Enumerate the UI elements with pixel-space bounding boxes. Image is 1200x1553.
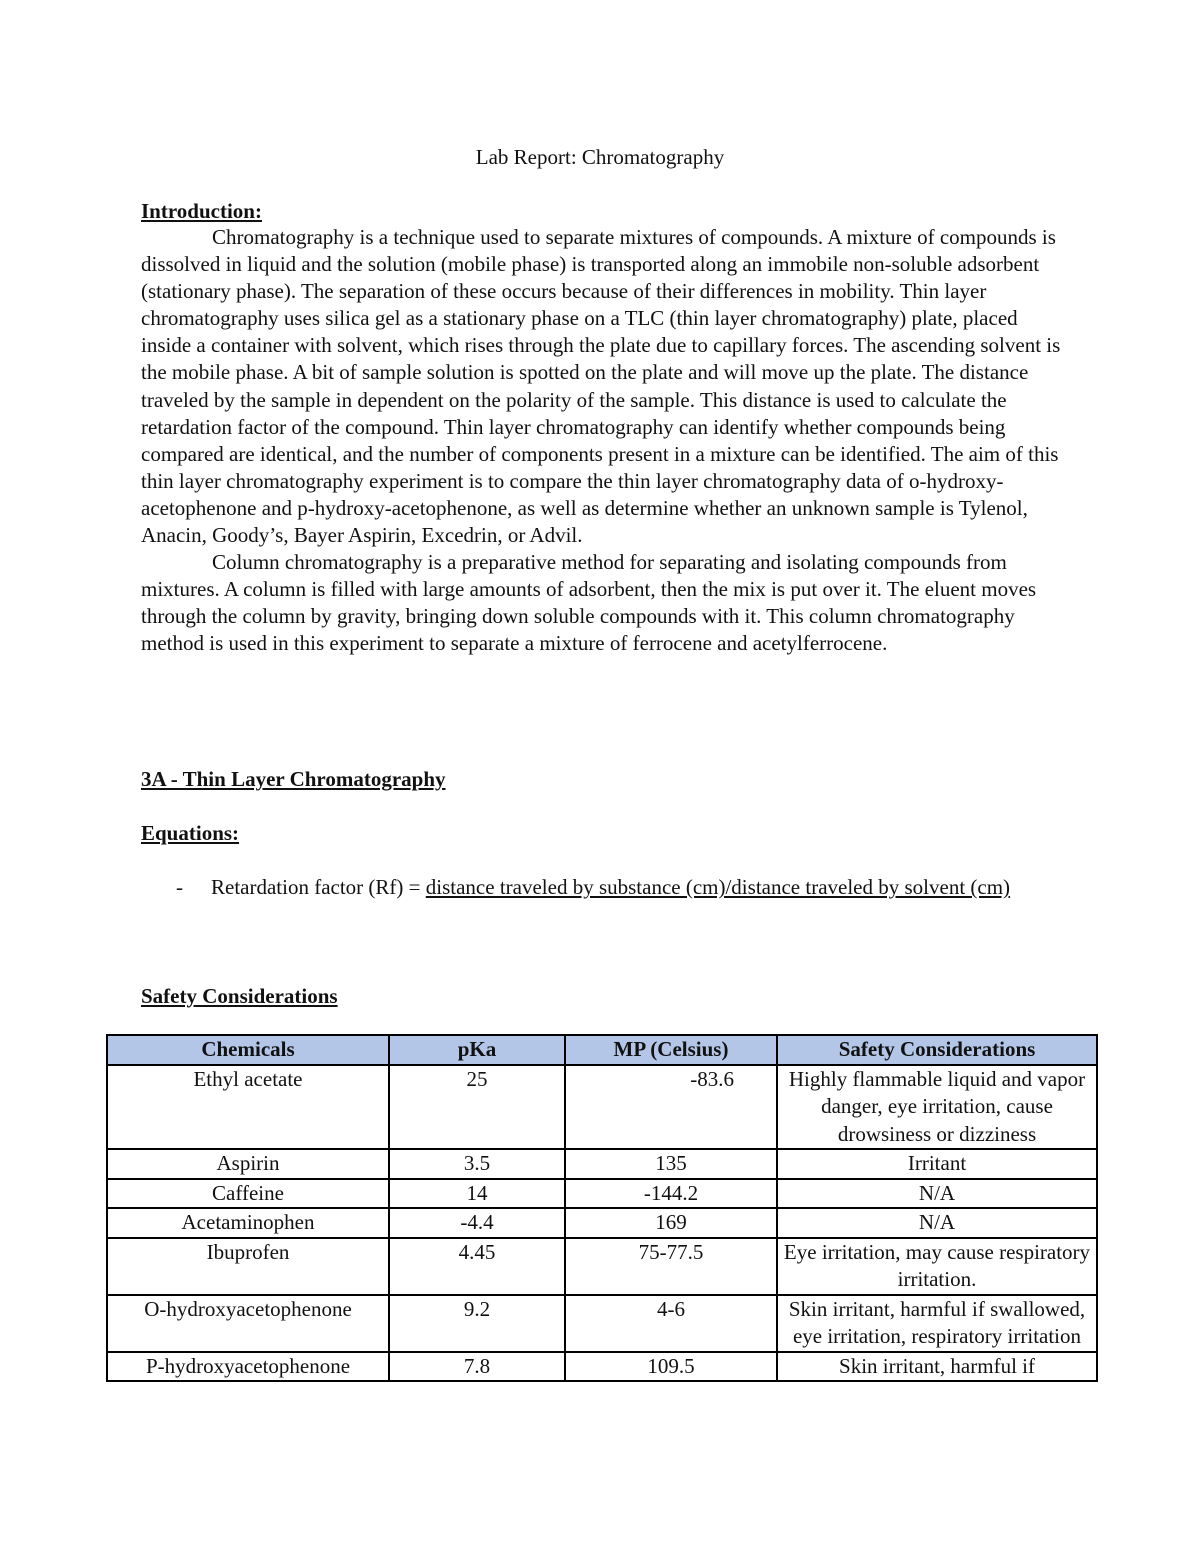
chemical-cell: P-hydroxyacetophenone [107, 1352, 389, 1382]
table-row [107, 1149, 1097, 1179]
chemical-cell: Ethyl acetate [107, 1065, 389, 1150]
safety-table [106, 1034, 1098, 1382]
safety-cell: N/A [777, 1179, 1097, 1209]
table-row [107, 1208, 1097, 1238]
mp-cell: 4-6 [565, 1295, 777, 1352]
pka-cell: 4.45 [389, 1238, 565, 1295]
introduction-heading: Introduction: [141, 199, 262, 223]
safety-cell: Eye irritation, may cause respiratory irritation. [777, 1238, 1097, 1295]
column-header-chemicals: Chemicals [107, 1035, 389, 1065]
table-row [107, 1238, 1097, 1295]
chemical-cell: Acetaminophen [107, 1208, 389, 1238]
mp-cell: 109.5 [565, 1352, 777, 1382]
introduction-paragraph-2: Column chromatography is a preparative method for separating and isolating compounds from mixtures. A column is filled with large amounts of adsorbent, then the mix is put over it. The eluent moves through the column by gravity, bringing down soluble compounds with it. This column chromatography method is used in this experiment to separate a mixture of ferrocene and acetylferrocene. [141, 550, 1037, 656]
pka-cell: 3.5 [389, 1149, 565, 1179]
mp-cell: -144.2 [565, 1179, 777, 1209]
safety-cell: Skin irritant, harmful if swallowed, eye irritation, respiratory irritation [777, 1295, 1097, 1352]
chemical-cell: Ibuprofen [107, 1238, 389, 1295]
column-header-safety: Safety Considerations [777, 1035, 1097, 1065]
pka-cell: 14 [389, 1179, 565, 1209]
bullet-dash: - [176, 875, 183, 899]
safety-cell: Skin irritant, harmful if [777, 1352, 1097, 1382]
mp-cell: 169 [565, 1208, 777, 1238]
pka-cell: 25 [389, 1065, 565, 1150]
safety-cell: Irritant [777, 1149, 1097, 1179]
equations-heading: Equations: [141, 821, 240, 845]
equation-formula: distance traveled by substance (cm)/distance traveled by solvent (cm) [425, 875, 1011, 899]
introduction-body [141, 224, 1061, 658]
column-header-pka: pKa [389, 1035, 565, 1065]
pka-cell: -4.4 [389, 1208, 565, 1238]
mp-cell: 135 [565, 1149, 777, 1179]
table-header-row [107, 1035, 1097, 1065]
column-header-mp: MP (Celsius) [565, 1035, 777, 1065]
table-row [107, 1065, 1097, 1150]
safety-cell: Highly flammable liquid and vapor danger, eye irritation, cause drowsiness or dizziness [777, 1065, 1097, 1150]
pka-cell: 7.8 [389, 1352, 565, 1382]
safety-heading: Safety Considerations [141, 984, 338, 1008]
rf-equation [176, 874, 1066, 901]
section-3a-heading: 3A - Thin Layer Chromatography [141, 767, 446, 791]
equation-label: Retardation factor (Rf) = [211, 875, 426, 899]
mp-cell: 75-77.5 [565, 1238, 777, 1295]
chemical-cell: O-hydroxyacetophenone [107, 1295, 389, 1352]
pka-cell: 9.2 [389, 1295, 565, 1352]
table-row [107, 1179, 1097, 1209]
introduction-paragraph-1: Chromatography is a technique used to separate mixtures of compounds. A mixture of compounds is dissolved in liquid and the solution (mobile phase) is transported along an immobile non-soluble adsorbent (stationary phase). The separation of these occurs because of their differences in mobility. Thin layer chromatography uses silica gel as a stationary phase on a TLC (thin layer chromatography) plate, placed inside a container with solvent, which rises through the plate due to capillary forces. The ascending solvent is the mobile phase. A bit of sample solution is spotted on the plate and will move up the plate. The distance traveled by the sample in dependent on the polarity of the sample. This distance is used to calculate the retardation factor of the compound. Thin layer chromatography can identify whether compounds being compared are identical, and the number of components present in a mixture can be identified. The aim of this thin layer chromatography experiment is to compare the thin layer chromatography data of o-hydroxy-acetophenone and p-hydroxy-acetophenone, as well as determine whether an unknown sample is Tylenol, Anacin, Goody’s, Bayer Aspirin, Excedrin, or Advil. [141, 225, 1061, 548]
table-row [107, 1295, 1097, 1352]
chemical-cell: Aspirin [107, 1149, 389, 1179]
document-title: Lab Report: Chromatography [475, 145, 725, 169]
table-row [107, 1352, 1097, 1382]
safety-cell: N/A [777, 1208, 1097, 1238]
mp-cell: -83.6 [565, 1065, 777, 1150]
chemical-cell: Caffeine [107, 1179, 389, 1209]
